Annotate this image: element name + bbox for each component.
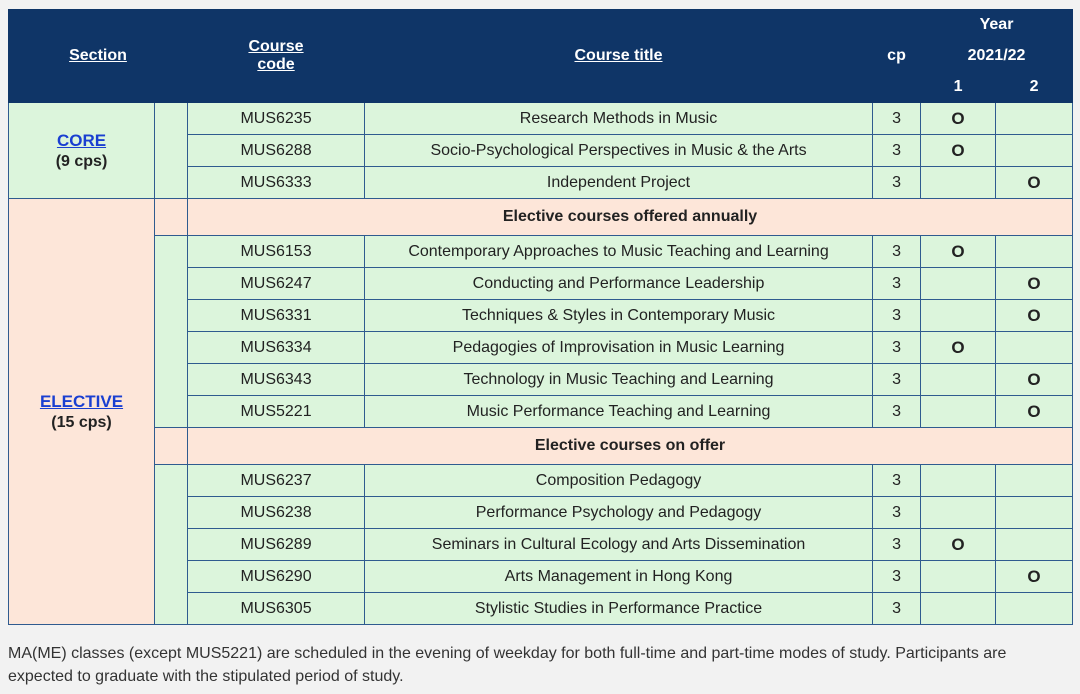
course-year1-mark: O <box>921 332 996 364</box>
course-title: Arts Management in Hong Kong <box>365 561 873 593</box>
course-cp: 3 <box>873 332 921 364</box>
course-code: MUS6305 <box>188 593 365 625</box>
course-title: Conducting and Performance Leadership <box>365 268 873 300</box>
course-cp: 3 <box>873 529 921 561</box>
course-year1-mark <box>921 167 996 199</box>
header-course-code-line2: code <box>257 56 295 73</box>
header-section <box>9 10 188 103</box>
course-cp: 3 <box>873 364 921 396</box>
elective-offer-heading-row <box>9 428 1073 465</box>
table-header <box>9 10 1073 103</box>
header-year2: 2 <box>996 72 1073 103</box>
course-code: MUS6237 <box>188 465 365 497</box>
course-title: Composition Pedagogy <box>365 465 873 497</box>
course-year2-mark <box>996 593 1073 625</box>
course-code: MUS6290 <box>188 561 365 593</box>
elective-section-cell <box>9 199 155 625</box>
course-title: Pedagogies of Improvisation in Music Learning <box>365 332 873 364</box>
course-title: Music Performance Teaching and Learning <box>365 396 873 428</box>
course-cp: 3 <box>873 593 921 625</box>
course-year1-mark: O <box>921 236 996 268</box>
course-schedule-table <box>8 9 1073 625</box>
core-indent-cell <box>155 103 188 199</box>
course-year1-mark: O <box>921 529 996 561</box>
table-row <box>9 465 1073 497</box>
course-code: MUS6289 <box>188 529 365 561</box>
elective-offer-heading: Elective courses on offer <box>188 428 1073 465</box>
schedule-note: MA(ME) classes (except MUS5221) are scheduled in the evening of weekday for both full-time and part-time modes of study. Participants are expected to graduate with the stipulated period of study. <box>8 645 1007 685</box>
table-row <box>9 236 1073 268</box>
course-year1-mark <box>921 497 996 529</box>
course-cp: 3 <box>873 396 921 428</box>
course-cp: 3 <box>873 300 921 332</box>
course-year2-mark: O <box>996 300 1073 332</box>
course-code: MUS6238 <box>188 497 365 529</box>
course-code: MUS6333 <box>188 167 365 199</box>
header-course-title-label: Course title <box>574 47 663 64</box>
course-year1-mark <box>921 268 996 300</box>
course-year1-mark <box>921 465 996 497</box>
course-year1-mark: O <box>921 135 996 167</box>
course-year2-mark <box>996 529 1073 561</box>
course-cp: 3 <box>873 135 921 167</box>
course-title: Research Methods in Music <box>365 103 873 135</box>
course-year1-mark <box>921 300 996 332</box>
table-row <box>9 103 1073 135</box>
course-code: MUS6334 <box>188 332 365 364</box>
elective-annual-indent <box>155 236 188 428</box>
course-code: MUS5221 <box>188 396 365 428</box>
elective-section-link[interactable]: ELECTIVE <box>39 391 124 411</box>
course-year2-mark: O <box>996 396 1073 428</box>
core-section-cps: (9 cps) <box>55 152 108 170</box>
elective-offer-heading-indent <box>155 428 188 465</box>
course-cp: 3 <box>873 236 921 268</box>
course-year2-mark <box>996 497 1073 529</box>
course-cp: 3 <box>873 497 921 529</box>
header-year1: 1 <box>921 72 996 103</box>
course-cp: 3 <box>873 561 921 593</box>
course-year1-mark <box>921 561 996 593</box>
course-title: Performance Psychology and Pedagogy <box>365 497 873 529</box>
course-code: MUS6153 <box>188 236 365 268</box>
course-code: MUS6247 <box>188 268 365 300</box>
course-cp: 3 <box>873 167 921 199</box>
elective-annual-heading: Elective courses offered annually <box>188 199 1073 236</box>
course-code: MUS6343 <box>188 364 365 396</box>
course-year2-mark <box>996 465 1073 497</box>
course-title: Techniques & Styles in Contemporary Music <box>365 300 873 332</box>
course-cp: 3 <box>873 268 921 300</box>
course-code: MUS6331 <box>188 300 365 332</box>
header-cp: cp <box>873 10 921 103</box>
core-section-cell <box>9 103 155 199</box>
course-cp: 3 <box>873 103 921 135</box>
course-code: MUS6235 <box>188 103 365 135</box>
header-academic-year: 2021/22 <box>921 41 1073 72</box>
course-year1-mark <box>921 364 996 396</box>
elective-section-cps: (15 cps) <box>51 413 112 431</box>
course-title: Seminars in Cultural Ecology and Arts Dissemination <box>365 529 873 561</box>
elective-offer-indent <box>155 465 188 625</box>
elective-heading-indent <box>155 199 188 236</box>
course-year1-mark <box>921 396 996 428</box>
course-year1-mark <box>921 593 996 625</box>
course-year1-mark: O <box>921 103 996 135</box>
header-section-label: Section <box>69 47 127 64</box>
course-title: Socio-Psychological Perspectives in Music & the Arts <box>365 135 873 167</box>
core-section-link[interactable]: CORE <box>56 130 107 150</box>
header-year: Year <box>921 10 1073 41</box>
course-year2-mark <box>996 103 1073 135</box>
course-cp: 3 <box>873 465 921 497</box>
course-year2-mark <box>996 236 1073 268</box>
course-title: Contemporary Approaches to Music Teaching and Learning <box>365 236 873 268</box>
course-year2-mark <box>996 135 1073 167</box>
course-year2-mark: O <box>996 268 1073 300</box>
course-code: MUS6288 <box>188 135 365 167</box>
course-year2-mark: O <box>996 561 1073 593</box>
header-course-code <box>188 10 365 103</box>
course-year2-mark: O <box>996 364 1073 396</box>
header-course-code-line1: Course <box>248 38 304 55</box>
course-year2-mark: O <box>996 167 1073 199</box>
course-title: Independent Project <box>365 167 873 199</box>
header-course-title <box>365 10 873 103</box>
course-title: Stylistic Studies in Performance Practice <box>365 593 873 625</box>
course-year2-mark <box>996 332 1073 364</box>
elective-annual-heading-row <box>9 199 1073 236</box>
course-title: Technology in Music Teaching and Learning <box>365 364 873 396</box>
